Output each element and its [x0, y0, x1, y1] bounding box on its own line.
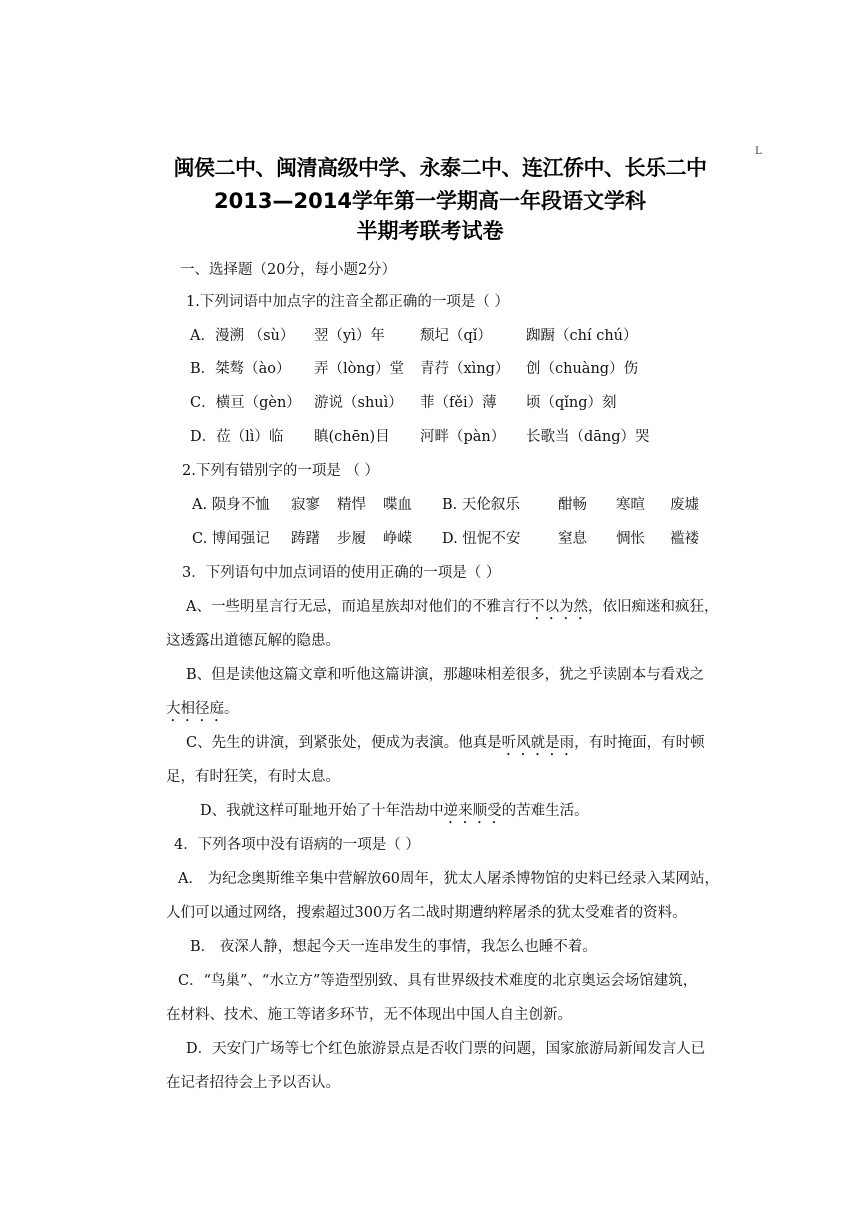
q4-option-c-cont: 在材料、技术、施工等诸多环节，无不体现出中国人自主创新。	[166, 1007, 572, 1023]
section-heading: 一、选择题（20分，每小题2分）	[180, 262, 397, 278]
q4-option-c: C．“鸟巢”、“水立方”等造型别致、具有世界级技术难度的北京奥运会场馆建筑，	[178, 973, 698, 989]
q2-d-3: 惆怅	[616, 531, 645, 547]
q4-option-d-cont: 在记者招待会上予以否认。	[166, 1075, 340, 1091]
q4-option-a-cont: 人们可以通过网络，搜索超过300万名二战时期遭纳粹屠杀的犹太受难者的资料。	[166, 905, 687, 921]
q3-b-emphasized-word: 大相径庭	[166, 701, 224, 717]
q3-d-text-before: D、我就这样可耻地开始了十年浩劫中	[200, 803, 444, 819]
q4-option-d: D．天安门广场等七个红色旅游景点是否收门票的问题，国家旅游局新闻发言人已	[186, 1041, 706, 1057]
q3-c-text-before: C、先生的讲演，到紧张处，便成为表演。他真是	[186, 735, 502, 751]
q2-b-2: 酣畅	[558, 497, 587, 513]
q3-option-d	[200, 801, 589, 827]
q4-option-b: B． 夜深人静，想起今天一连串发生的事情，我怎么也睡不着。	[190, 939, 597, 955]
q1-d-2: 瞋(chēn)目	[314, 429, 390, 445]
q1-b-2: 弄（lòng）堂	[314, 361, 404, 377]
q1-c-3: 菲（fěi）薄	[420, 395, 497, 411]
q1-c-4: 顷（qǐng）刻	[526, 395, 617, 411]
q3-d-emphasized-word: 逆来顺受	[443, 803, 502, 819]
q4-option-a: A． 为纪念奥斯维辛集中营解放60周年，犹太人屠杀博物馆的史料已经录入某网站，	[178, 871, 720, 887]
q3-d-text-after: 的苦难生活。	[501, 803, 589, 819]
q2-a-1: A. 陨身不恤	[192, 497, 270, 513]
q4-stem: 4．下列各项中没有语病的一项是（ ）	[174, 837, 420, 853]
q1-b-4: 创（chuàng）伤	[526, 361, 639, 377]
q3-c-emphasized-word: 听风就是雨	[501, 735, 575, 751]
q3-a-emphasized-word: 不以为然	[529, 599, 588, 615]
q2-c-3: 步履	[337, 531, 366, 547]
q2-d-1: D. 忸怩不安	[442, 531, 521, 547]
q1-d-1: D．莅（lì）临	[190, 429, 284, 445]
q3-a-text-before: A、一些明星言行无忌，而追星族却对他们的不雅言行	[186, 599, 530, 615]
q1-d-3: 河畔（pàn）	[420, 429, 506, 445]
q3-option-c-cont: 足，有时狂笑，有时太息。	[166, 769, 340, 785]
q2-stem: 2.下列有错别字的一项是 （ ）	[182, 463, 380, 479]
q1-a-1: A．漫溯 （sù）	[190, 328, 295, 344]
q3-option-b: B、但是读他这篇文章和听他这篇讲演，那趣味相差很多，犹之乎读剧本与看戏之	[186, 667, 705, 683]
corner-mark: L	[755, 146, 762, 157]
q2-c-1: C. 博闻强记	[192, 531, 270, 547]
q2-d-4: 褴褛	[670, 531, 699, 547]
q1-a-2: 翌（yì）年	[314, 328, 385, 344]
q1-a-3: 颓圮（qǐ）	[420, 328, 492, 344]
q1-d-4: 长歌当（dāng）哭	[526, 429, 650, 445]
q1-a-4: 踟蹰（chí chú）	[526, 328, 638, 344]
q3-option-a-cont: 这透露出道德瓦解的隐患。	[166, 633, 340, 649]
q3-option-b-cont	[166, 699, 239, 725]
q1-b-3: 青荇（xìng）	[420, 361, 510, 377]
q2-b-3: 寒暄	[616, 497, 645, 513]
q3-stem: 3．下列语句中加点词语的使用正确的一项是（ ）	[182, 565, 501, 581]
title-exam: 半期考联考试卷	[356, 219, 504, 243]
q3-option-c	[186, 733, 705, 759]
q1-c-2: 游说（shuì）	[314, 395, 403, 411]
q3-b-text-after: 。	[224, 701, 239, 717]
q1-c-1: C．横亘（gèn）	[190, 395, 301, 411]
q2-c-4: 峥嵘	[383, 531, 412, 547]
q3-option-a	[186, 597, 718, 623]
q2-b-1: B. 天伦叙乐	[442, 497, 520, 513]
q2-b-4: 废墟	[670, 497, 699, 513]
q1-stem: 1.下列词语中加点字的注音全都正确的一项是（ ）	[186, 294, 509, 310]
q1-b-1: B．桀骜（ào）	[190, 361, 291, 377]
title-schools: 闽侯二中、闽清高级中学、永泰二中、连江侨中、长乐二中	[173, 156, 707, 180]
q2-a-3: 精悍	[337, 497, 366, 513]
q3-c-text-after: ，有时掩面，有时顿	[574, 735, 705, 751]
q2-d-2: 窒息	[558, 531, 587, 547]
q2-a-2: 寂寥	[291, 497, 320, 513]
title-term: 2013—2014学年第一学期高一年段语文学科	[214, 189, 646, 213]
q2-c-2: 踌躇	[291, 531, 320, 547]
q3-a-text-after: ，依旧痴迷和疯狂，	[587, 599, 719, 615]
q2-a-4: 喋血	[383, 497, 412, 513]
